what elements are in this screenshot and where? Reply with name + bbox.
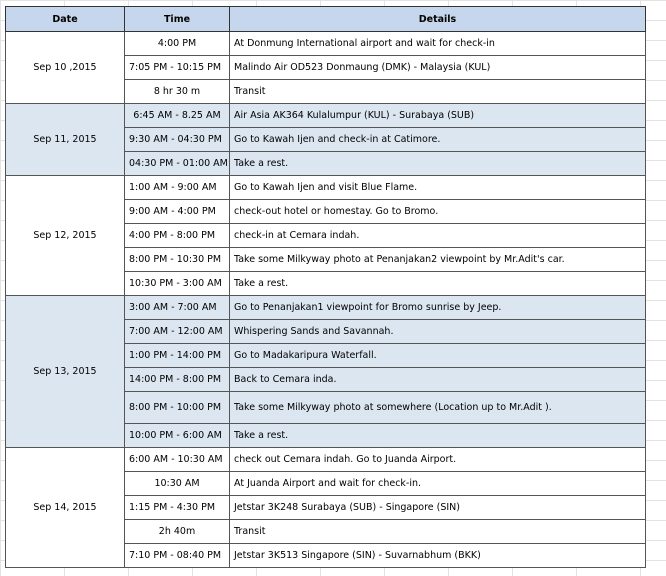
date-group — [6, 448, 646, 568]
details-cell: Go to Penanjakan1 viewpoint for Bromo sunrise by Jeep. — [230, 296, 646, 320]
details-cell: Take some Milkyway photo at Penanjakan2 viewpoint by Mr.Adit's car. — [230, 248, 646, 272]
date-cell: Sep 13, 2015 — [6, 296, 125, 448]
date-cell: Sep 10 ,2015 — [6, 32, 125, 104]
details-cell: Transit — [230, 80, 646, 104]
time-cell: 7:05 PM - 10:15 PM — [125, 56, 230, 80]
details-cell: Whispering Sands and Savannah. — [230, 320, 646, 344]
time-cell: 6:00 AM - 10:30 AM — [125, 448, 230, 472]
itinerary-sheet — [5, 6, 645, 568]
header-date: Date — [6, 7, 125, 32]
time-cell: 9:30 AM - 04:30 PM — [125, 128, 230, 152]
time-cell: 1:15 PM - 4:30 PM — [125, 496, 230, 520]
time-cell: 1:00 AM - 9:00 AM — [125, 176, 230, 200]
table-row — [6, 296, 646, 320]
date-cell: Sep 11, 2015 — [6, 104, 125, 176]
time-cell: 8:00 PM - 10:30 PM — [125, 248, 230, 272]
details-cell: Take some Milkyway photo at somewhere (Location up to Mr.Adit ). — [230, 392, 646, 424]
details-cell: Go to Madakaripura Waterfall. — [230, 344, 646, 368]
time-cell: 9:00 AM - 4:00 PM — [125, 200, 230, 224]
date-group — [6, 104, 646, 176]
header-row — [6, 7, 646, 32]
table-row — [6, 32, 646, 56]
details-cell: Jetstar 3K248 Surabaya (SUB) - Singapore (SIN) — [230, 496, 646, 520]
time-cell: 14:00 PM - 8:00 PM — [125, 368, 230, 392]
details-cell: Malindo Air OD523 Donmaung (DMK) - Malaysia (KUL) — [230, 56, 646, 80]
details-cell: At Donmung International airport and wait for check-in — [230, 32, 646, 56]
header-details: Details — [230, 7, 646, 32]
details-cell: Air Asia AK364 Kulalumpur (KUL) - Surabaya (SUB) — [230, 104, 646, 128]
time-cell: 7:00 AM - 12:00 AM — [125, 320, 230, 344]
time-cell: 7:10 PM - 08:40 PM — [125, 544, 230, 568]
time-cell: 8 hr 30 m — [125, 80, 230, 104]
details-cell: Take a rest. — [230, 272, 646, 296]
details-cell: check out Cemara indah. Go to Juanda Airport. — [230, 448, 646, 472]
date-cell: Sep 14, 2015 — [6, 448, 125, 568]
details-cell: Take a rest. — [230, 152, 646, 176]
header-time: Time — [125, 7, 230, 32]
time-cell: 10:00 PM - 6:00 AM — [125, 424, 230, 448]
itinerary-table — [5, 6, 646, 568]
details-cell: Go to Kawah Ijen and visit Blue Flame. — [230, 176, 646, 200]
date-cell: Sep 12, 2015 — [6, 176, 125, 296]
details-cell: At Juanda Airport and wait for check-in. — [230, 472, 646, 496]
details-cell: Transit — [230, 520, 646, 544]
details-cell: check-in at Cemara indah. — [230, 224, 646, 248]
time-cell: 4:00 PM — [125, 32, 230, 56]
date-group — [6, 176, 646, 296]
details-cell: Back to Cemara inda. — [230, 368, 646, 392]
time-cell: 2h 40m — [125, 520, 230, 544]
time-cell: 10:30 AM — [125, 472, 230, 496]
details-cell: Jetstar 3K513 Singapore (SIN) - Suvarnabhum (BKK) — [230, 544, 646, 568]
date-group — [6, 296, 646, 448]
time-cell: 3:00 AM - 7:00 AM — [125, 296, 230, 320]
details-cell: check-out hotel or homestay. Go to Bromo. — [230, 200, 646, 224]
time-cell: 6:45 AM - 8.25 AM — [125, 104, 230, 128]
table-row — [6, 448, 646, 472]
details-cell: Take a rest. — [230, 424, 646, 448]
date-group — [6, 32, 646, 104]
table-row — [6, 176, 646, 200]
details-cell: Go to Kawah Ijen and check-in at Catimore. — [230, 128, 646, 152]
table-row — [6, 104, 646, 128]
time-cell: 8:00 PM - 10:00 PM — [125, 392, 230, 424]
time-cell: 04:30 PM - 01:00 AM — [125, 152, 230, 176]
time-cell: 10:30 PM - 3:00 AM — [125, 272, 230, 296]
time-cell: 1:00 PM - 14:00 PM — [125, 344, 230, 368]
time-cell: 4:00 PM - 8:00 PM — [125, 224, 230, 248]
